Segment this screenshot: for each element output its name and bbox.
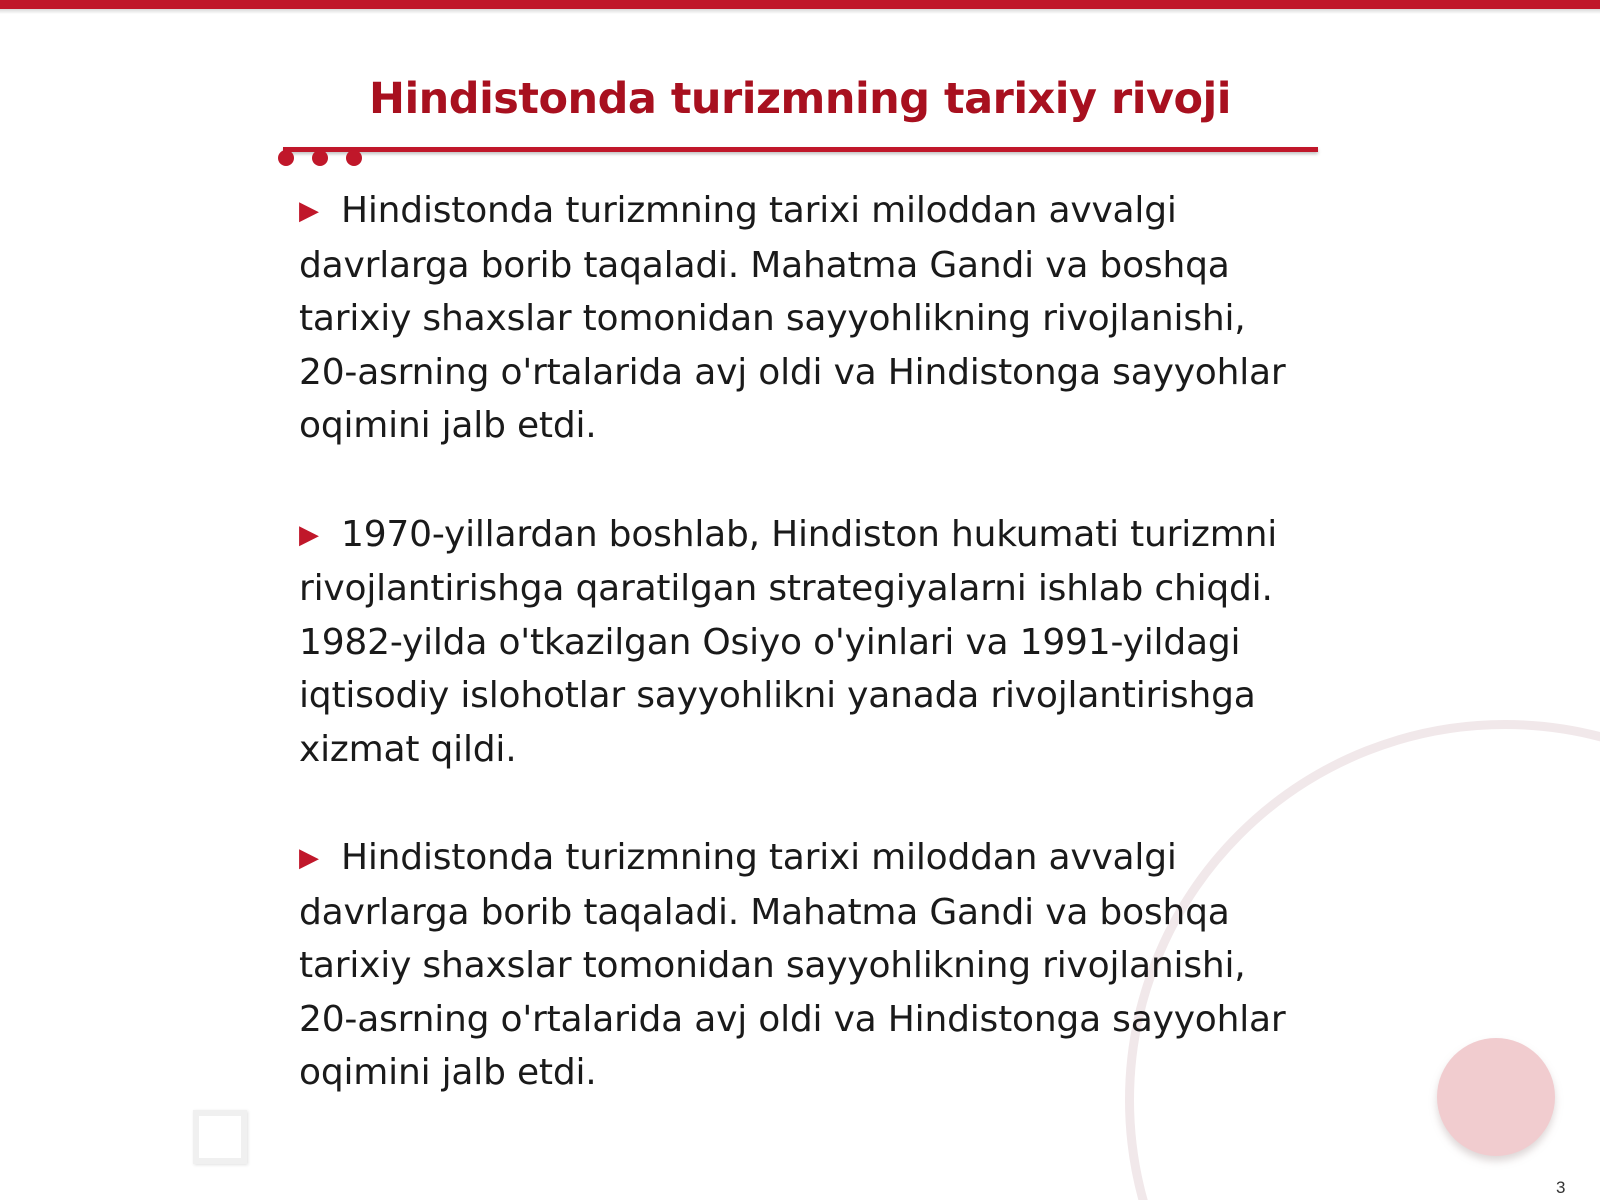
- slide-title: Hindistonda turizmning tarixiy rivoji: [368, 74, 1232, 124]
- paragraph-line: davrlarga borib taqaladi. Mahatma Gandi va boshqa: [299, 244, 1230, 286]
- paragraph-line: davrlarga borib taqaladi. Mahatma Gandi va boshqa: [299, 891, 1230, 933]
- bullet-paragraph: [299, 184, 1309, 453]
- decorative-dot: [346, 150, 362, 166]
- paragraph-line: xizmat qildi.: [299, 728, 517, 770]
- decorative-dot: [278, 150, 294, 166]
- bullet-paragraph: [299, 508, 1309, 777]
- paragraph-line: iqtisodiy islohotlar sayyohlikni yanada rivojlantirishga: [299, 675, 1256, 716]
- decorative-square: [193, 1110, 247, 1164]
- paragraph-line: 1982-yilda o'tkazilgan Osiyo o'yinlari va 1991-yildagi: [299, 621, 1241, 663]
- top-bar-shadow: [0, 9, 1600, 14]
- decorative-dot: [312, 150, 328, 166]
- title-underline: [283, 147, 1318, 152]
- paragraph-line: Hindistonda turizmning tarixi miloddan avvalgi: [341, 837, 1177, 878]
- bullet-arrow-icon: ▶: [299, 843, 319, 873]
- paragraph-line: 20-asrning o'rtalarida avj oldi va Hindistonga sayyohlar: [299, 351, 1286, 393]
- bullet-paragraph: [299, 831, 1309, 1100]
- paragraph-line: tarixiy shaxslar tomonidan sayyohlikning rivojlanishi,: [299, 298, 1246, 339]
- bullet-arrow-icon: ▶: [299, 196, 319, 226]
- paragraph-line: rivojlantirishga qaratilgan strategiyalarni ishlab chiqdi.: [299, 568, 1273, 609]
- bullet-arrow-icon: ▶: [299, 519, 319, 550]
- paragraph-line: oqimini jalb etdi.: [299, 405, 597, 446]
- paragraph-line: 1970-yillardan boshlab, Hindiston hukumati turizmni: [341, 513, 1278, 555]
- top-accent-bar: [0, 0, 1600, 9]
- paragraph-line: 20-asrning o'rtalarida avj oldi va Hindistonga sayyohlar: [299, 998, 1286, 1040]
- paragraph-line: oqimini jalb etdi.: [299, 1052, 597, 1093]
- bullet-list: [299, 184, 1309, 1155]
- page-number: 3: [1556, 1178, 1566, 1197]
- decorative-circle: [1437, 1038, 1555, 1156]
- paragraph-line: tarixiy shaxslar tomonidan sayyohlikning rivojlanishi,: [299, 945, 1246, 986]
- paragraph-line: Hindistonda turizmning tarixi miloddan avvalgi: [341, 190, 1177, 231]
